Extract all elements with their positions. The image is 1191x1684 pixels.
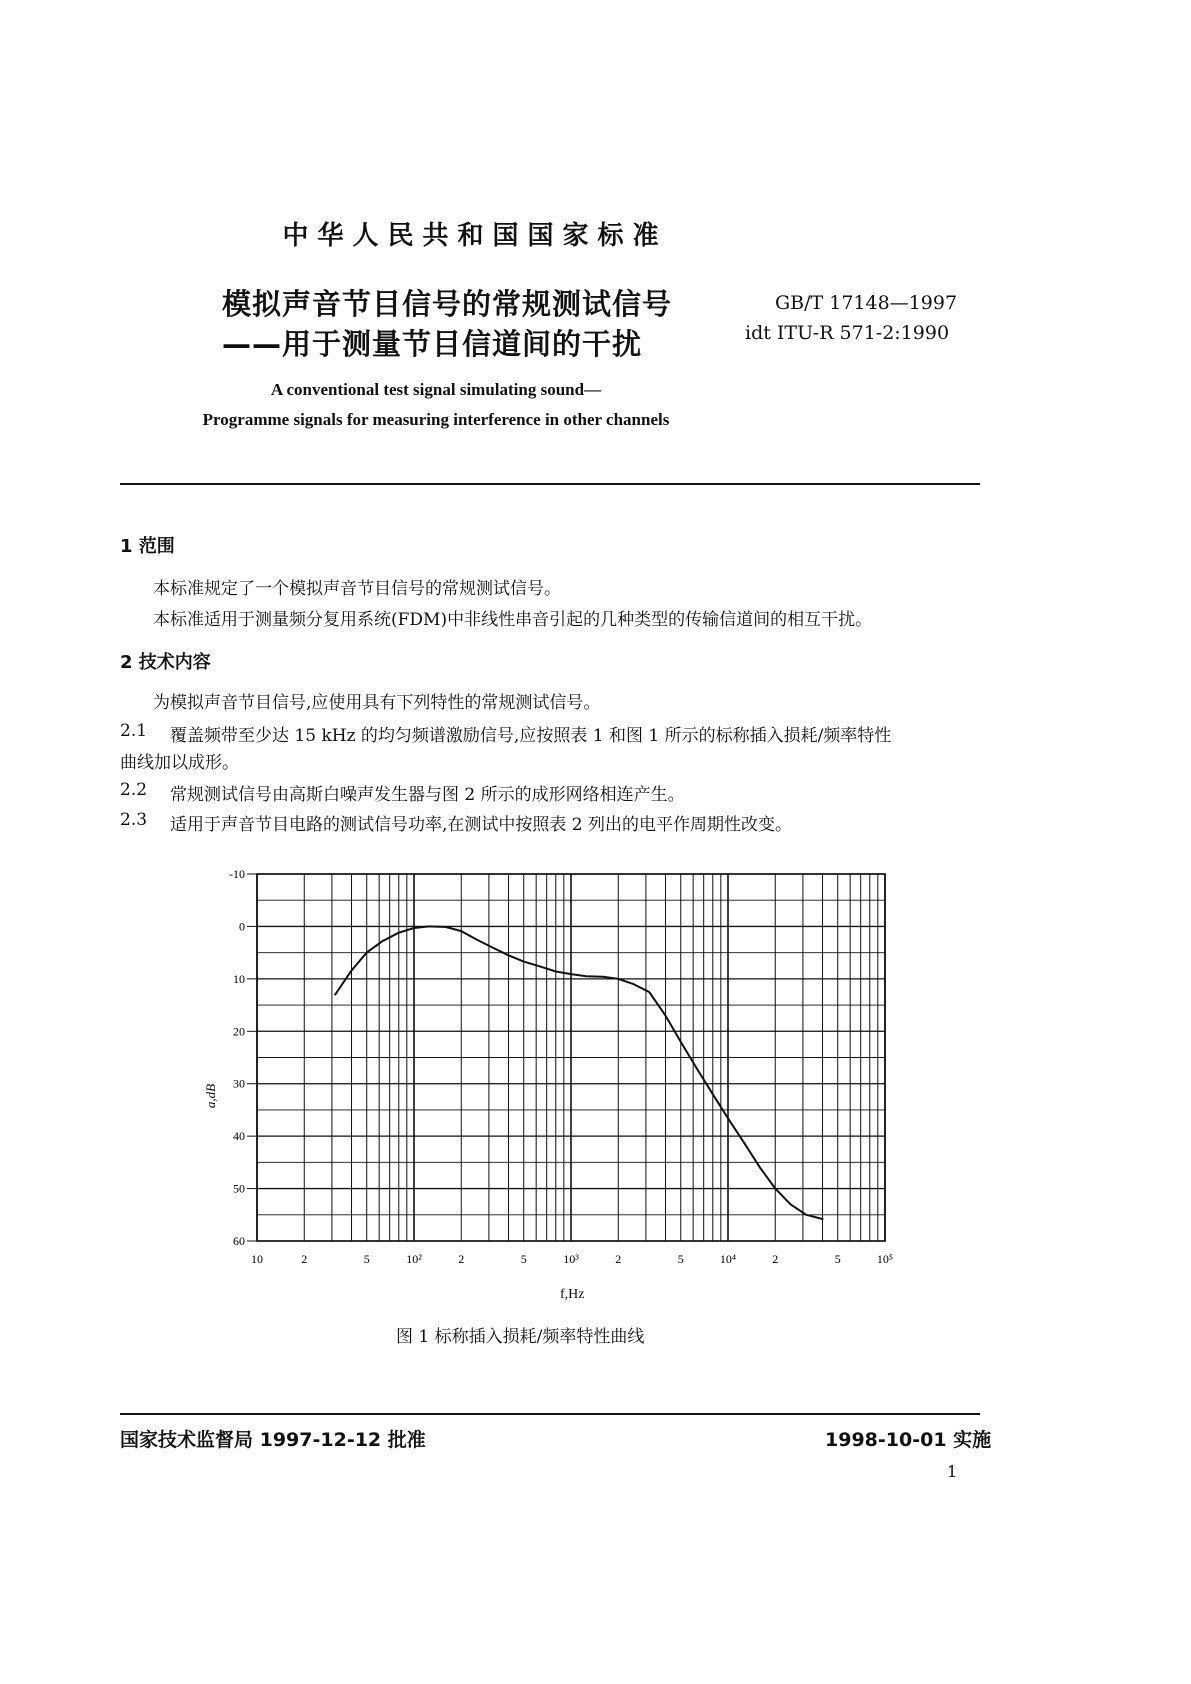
figure-1-caption: 图 1 标称插入损耗/频率特性曲线 bbox=[396, 1327, 645, 1347]
insertion-loss-curve bbox=[335, 926, 822, 1219]
y-tick-label: 60 bbox=[233, 1234, 245, 1248]
y-tick-label: 30 bbox=[233, 1076, 245, 1091]
x-tick-label: 5 bbox=[520, 1252, 527, 1266]
x-tick-label: 10 bbox=[251, 1252, 263, 1266]
figure-1-chart bbox=[180, 860, 920, 1300]
x-tick-label: 2 bbox=[615, 1252, 622, 1266]
clause-2-2-text: 常规测试信号由高斯白噪声发生器与图 2 所示的成形网络相连产生。 bbox=[170, 785, 685, 805]
approval-info: 国家技术监督局 1997-12-12 批准 bbox=[120, 1429, 426, 1451]
header-divider bbox=[120, 483, 980, 485]
y-axis-label: a,dB bbox=[203, 1083, 218, 1109]
section-2-intro: 为模拟声音节目信号,应使用具有下列特性的常规测试信号。 bbox=[153, 693, 601, 713]
chart-curve-layer bbox=[335, 926, 822, 1219]
y-tick-label: 20 bbox=[233, 1024, 245, 1039]
clause-2-1-number: 2.1 bbox=[120, 721, 148, 741]
y-tick-label: 50 bbox=[233, 1181, 245, 1196]
x-tick-label: 10⁵ bbox=[876, 1252, 894, 1266]
standard-number: GB/T 17148—1997 bbox=[775, 292, 958, 314]
idt-reference: idt ITU-R 571-2:1990 bbox=[745, 322, 950, 344]
clause-2-2-number: 2.2 bbox=[120, 780, 148, 800]
section-2-heading: 2 技术内容 bbox=[120, 652, 211, 673]
x-tick-label: 5 bbox=[834, 1252, 841, 1266]
clause-2-3-number: 2.3 bbox=[120, 810, 148, 830]
y-tick-label: -10 bbox=[229, 867, 245, 881]
x-tick-label: 5 bbox=[677, 1252, 684, 1266]
x-tick-label: 5 bbox=[363, 1252, 370, 1266]
document-title-line1: 模拟声音节目信号的常规测试信号 bbox=[222, 287, 673, 321]
footer-divider bbox=[120, 1413, 980, 1415]
document-title-line2: ——用于测量节目信道间的干扰 bbox=[222, 327, 643, 361]
effective-date: 1998-10-01 实施 bbox=[825, 1429, 992, 1451]
x-tick-label: 10⁴ bbox=[719, 1252, 737, 1266]
x-tick-label: 2 bbox=[772, 1252, 779, 1266]
clause-2-3-text: 适用于声音节目电路的测试信号功率,在测试中按照表 2 列出的电平作周期性改变。 bbox=[170, 815, 793, 835]
x-tick-label: 10³ bbox=[563, 1252, 579, 1266]
clause-2-1-text-line2: 曲线加以成形。 bbox=[120, 753, 239, 773]
x-axis-label: f,Hz bbox=[560, 1287, 585, 1302]
y-tick-label: 10 bbox=[233, 971, 245, 986]
x-tick-label: 2 bbox=[458, 1252, 465, 1266]
y-tick-label: 40 bbox=[233, 1129, 245, 1144]
section-1-heading: 1 范围 bbox=[120, 536, 175, 557]
y-tick-label: 0 bbox=[239, 919, 245, 934]
clause-2-1-text-line1: 覆盖频带至少达 15 kHz 的均匀频谱激励信号,应按照表 1 和图 1 所示的标称插入损耗/频率特性 bbox=[170, 726, 892, 746]
chart-grid bbox=[257, 874, 885, 1241]
x-tick-label: 2 bbox=[301, 1252, 308, 1266]
english-title-line1: A conventional test signal simulating sound— bbox=[270, 380, 602, 399]
standard-type-heading: 中华人民共和国国家标准 bbox=[282, 221, 668, 251]
page-number: 1 bbox=[947, 1462, 958, 1481]
x-tick-label: 10² bbox=[406, 1252, 422, 1266]
section-1-paragraph-1: 本标准规定了一个模拟声音节目信号的常规测试信号。 bbox=[153, 579, 561, 599]
english-title-line2: Programme signals for measuring interference in other channels bbox=[202, 410, 670, 429]
section-1-paragraph-2: 本标准适用于测量频分复用系统(FDM)中非线性串音引起的几种类型的传输信道间的相互干扰。 bbox=[153, 610, 873, 630]
